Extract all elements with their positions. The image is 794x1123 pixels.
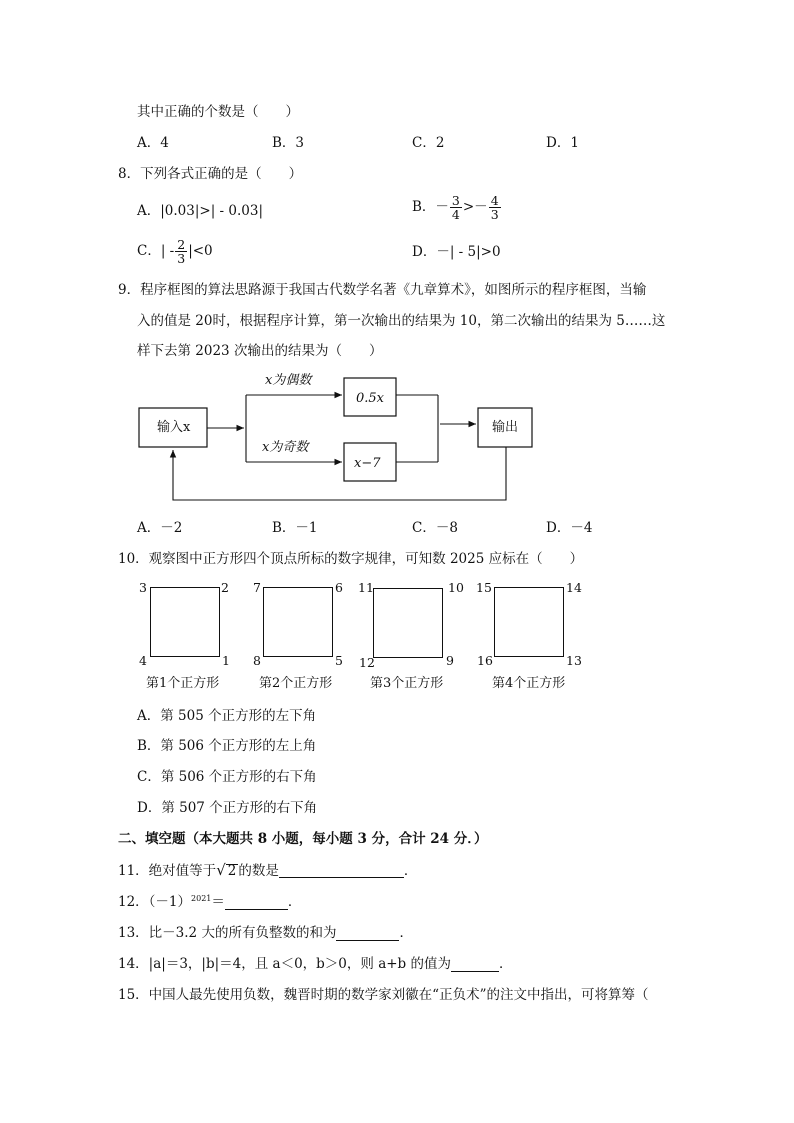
- fraction-numerator: 2: [177, 237, 186, 252]
- square-3-tr: 10: [448, 580, 464, 595]
- q11: [118, 863, 417, 878]
- fraction-denominator: 4: [451, 207, 460, 223]
- square-3-br: 9: [446, 653, 454, 668]
- loop-arrow: [173, 447, 506, 500]
- square-2-tl: 7: [253, 580, 261, 595]
- q9-option-a: A．－2: [137, 520, 183, 536]
- q14-end: ．: [498, 956, 513, 972]
- sqrt-sign: √: [216, 861, 226, 879]
- square-3-caption: 第3个正方形: [370, 676, 444, 691]
- q10-option-c: C．第 506 个正方形的右下角: [137, 769, 317, 785]
- q14: [118, 958, 512, 972]
- q8-stem: 8．下列各式正确的是（ ）: [118, 166, 303, 182]
- square-4: [494, 587, 564, 657]
- square-4-bl: 16: [477, 653, 493, 668]
- q12: [118, 893, 302, 910]
- q10-option-d: D．第 507 个正方形的右下角: [137, 800, 318, 816]
- q11-prefix: 11．绝对值等于: [118, 862, 217, 879]
- q13: [118, 927, 413, 941]
- q13-answer-blank[interactable]: [336, 928, 399, 941]
- square-3: [373, 588, 443, 658]
- q10-option-b: B．第 506 个正方形的左上角: [137, 738, 317, 754]
- q15-line-1: 15．中国人最先使用负数，魏晋时期的数学家刘徽在“正负术”的注文中指出，可将算筹（: [118, 987, 649, 1003]
- q8-option-a: A．|0.03|>| - 0.03|: [137, 203, 264, 219]
- q11-answer-blank[interactable]: [279, 865, 404, 878]
- square-4-caption: 第4个正方形: [492, 676, 566, 691]
- q13-end: ．: [399, 925, 413, 941]
- sqrt-radicand: 2: [227, 862, 237, 879]
- q8-option-b-mid: >－: [462, 198, 488, 215]
- square-1-caption: 第1个正方形: [146, 676, 220, 691]
- square-3-bl: 12: [359, 655, 375, 670]
- odd-op-label: x−7: [354, 456, 381, 471]
- q9-line-3: 样下去第 2023 次输出的结果为（ ）: [137, 343, 383, 359]
- q12-suffix: ＝: [211, 894, 225, 910]
- square-1-br: 1: [222, 653, 230, 668]
- q11-suffix: 的数是: [238, 862, 279, 879]
- fraction-numerator: 3: [451, 193, 460, 208]
- q8-option-b-prefix: B．－: [412, 198, 449, 215]
- q7-stem: 其中正确的个数是（ ）: [137, 104, 299, 120]
- q14-prefix: 14．|a|＝3，|b|＝4，且 a＜0，b＞0，则 a+b 的值为: [118, 956, 451, 972]
- q11-end: ．: [403, 862, 418, 879]
- fraction-denominator: 3: [177, 251, 186, 267]
- q12-exponent: 2021: [191, 893, 212, 903]
- q12-answer-blank[interactable]: [225, 897, 288, 910]
- fraction-numerator: 4: [490, 193, 499, 208]
- square-2-bl: 8: [253, 653, 261, 668]
- q12-end: ．: [287, 894, 302, 910]
- square-2-br: 5: [335, 653, 343, 668]
- even-op-label: 0.5x: [356, 391, 385, 406]
- output-label: 输出: [492, 420, 519, 435]
- q7-option-c: C．2: [412, 135, 445, 151]
- q7-option-b: B．3: [272, 135, 305, 151]
- square-2-tr: 6: [335, 580, 343, 595]
- q10-stem: 10．观察图中正方形四个顶点所标的数字规律，可知数 2025 应标在（ ）: [118, 551, 584, 567]
- square-3-tl: 11: [358, 580, 374, 595]
- q8-option-c-suffix: |<0: [188, 242, 213, 259]
- q13-prefix: 13．比－3.2 大的所有负整数的和为: [118, 925, 337, 941]
- section-2-heading: 二、填空题（本大题共 8 小题，每小题 3 分，合计 24 分．）: [118, 831, 488, 847]
- q8-option-d: D．－| - 5|>0: [412, 244, 501, 260]
- input-label: 输入x: [157, 420, 191, 435]
- q7-option-a: A．4: [137, 135, 169, 151]
- q14-answer-blank[interactable]: [451, 959, 499, 972]
- q8-option-c-prefix: C．| -: [137, 242, 175, 259]
- q9-option-d: D．－4: [546, 520, 593, 536]
- q9-option-c: C．－8: [412, 520, 458, 536]
- square-2-caption: 第2个正方形: [259, 676, 333, 691]
- square-1-tr: 2: [221, 580, 229, 595]
- square-4-br: 13: [566, 653, 582, 668]
- square-4-tl: 15: [476, 580, 492, 595]
- q9-option-b: B．－1: [272, 520, 318, 536]
- q10-option-a: A．第 505 个正方形的左下角: [137, 708, 317, 724]
- square-1-bl: 4: [139, 653, 147, 668]
- q7-option-d: D．1: [546, 135, 579, 151]
- q9-line-2: 入的值是 20时，根据程序计算，第一次输出的结果为 10，第二次输出的结果为 5……这: [137, 313, 666, 329]
- fraction-denominator: 3: [490, 207, 499, 223]
- square-4-tr: 14: [566, 580, 582, 595]
- q12-prefix: 12．（－1）: [118, 894, 192, 910]
- odd-label: x为奇数: [262, 440, 309, 455]
- square-1-tl: 3: [139, 580, 147, 595]
- q9-line-1: 9．程序框图的算法思路源于我国古代数学名著《九章算术》，如图所示的程序框图，当输: [118, 282, 647, 298]
- even-label: x为偶数: [265, 373, 312, 388]
- square-2: [263, 587, 333, 657]
- square-1: [150, 587, 220, 657]
